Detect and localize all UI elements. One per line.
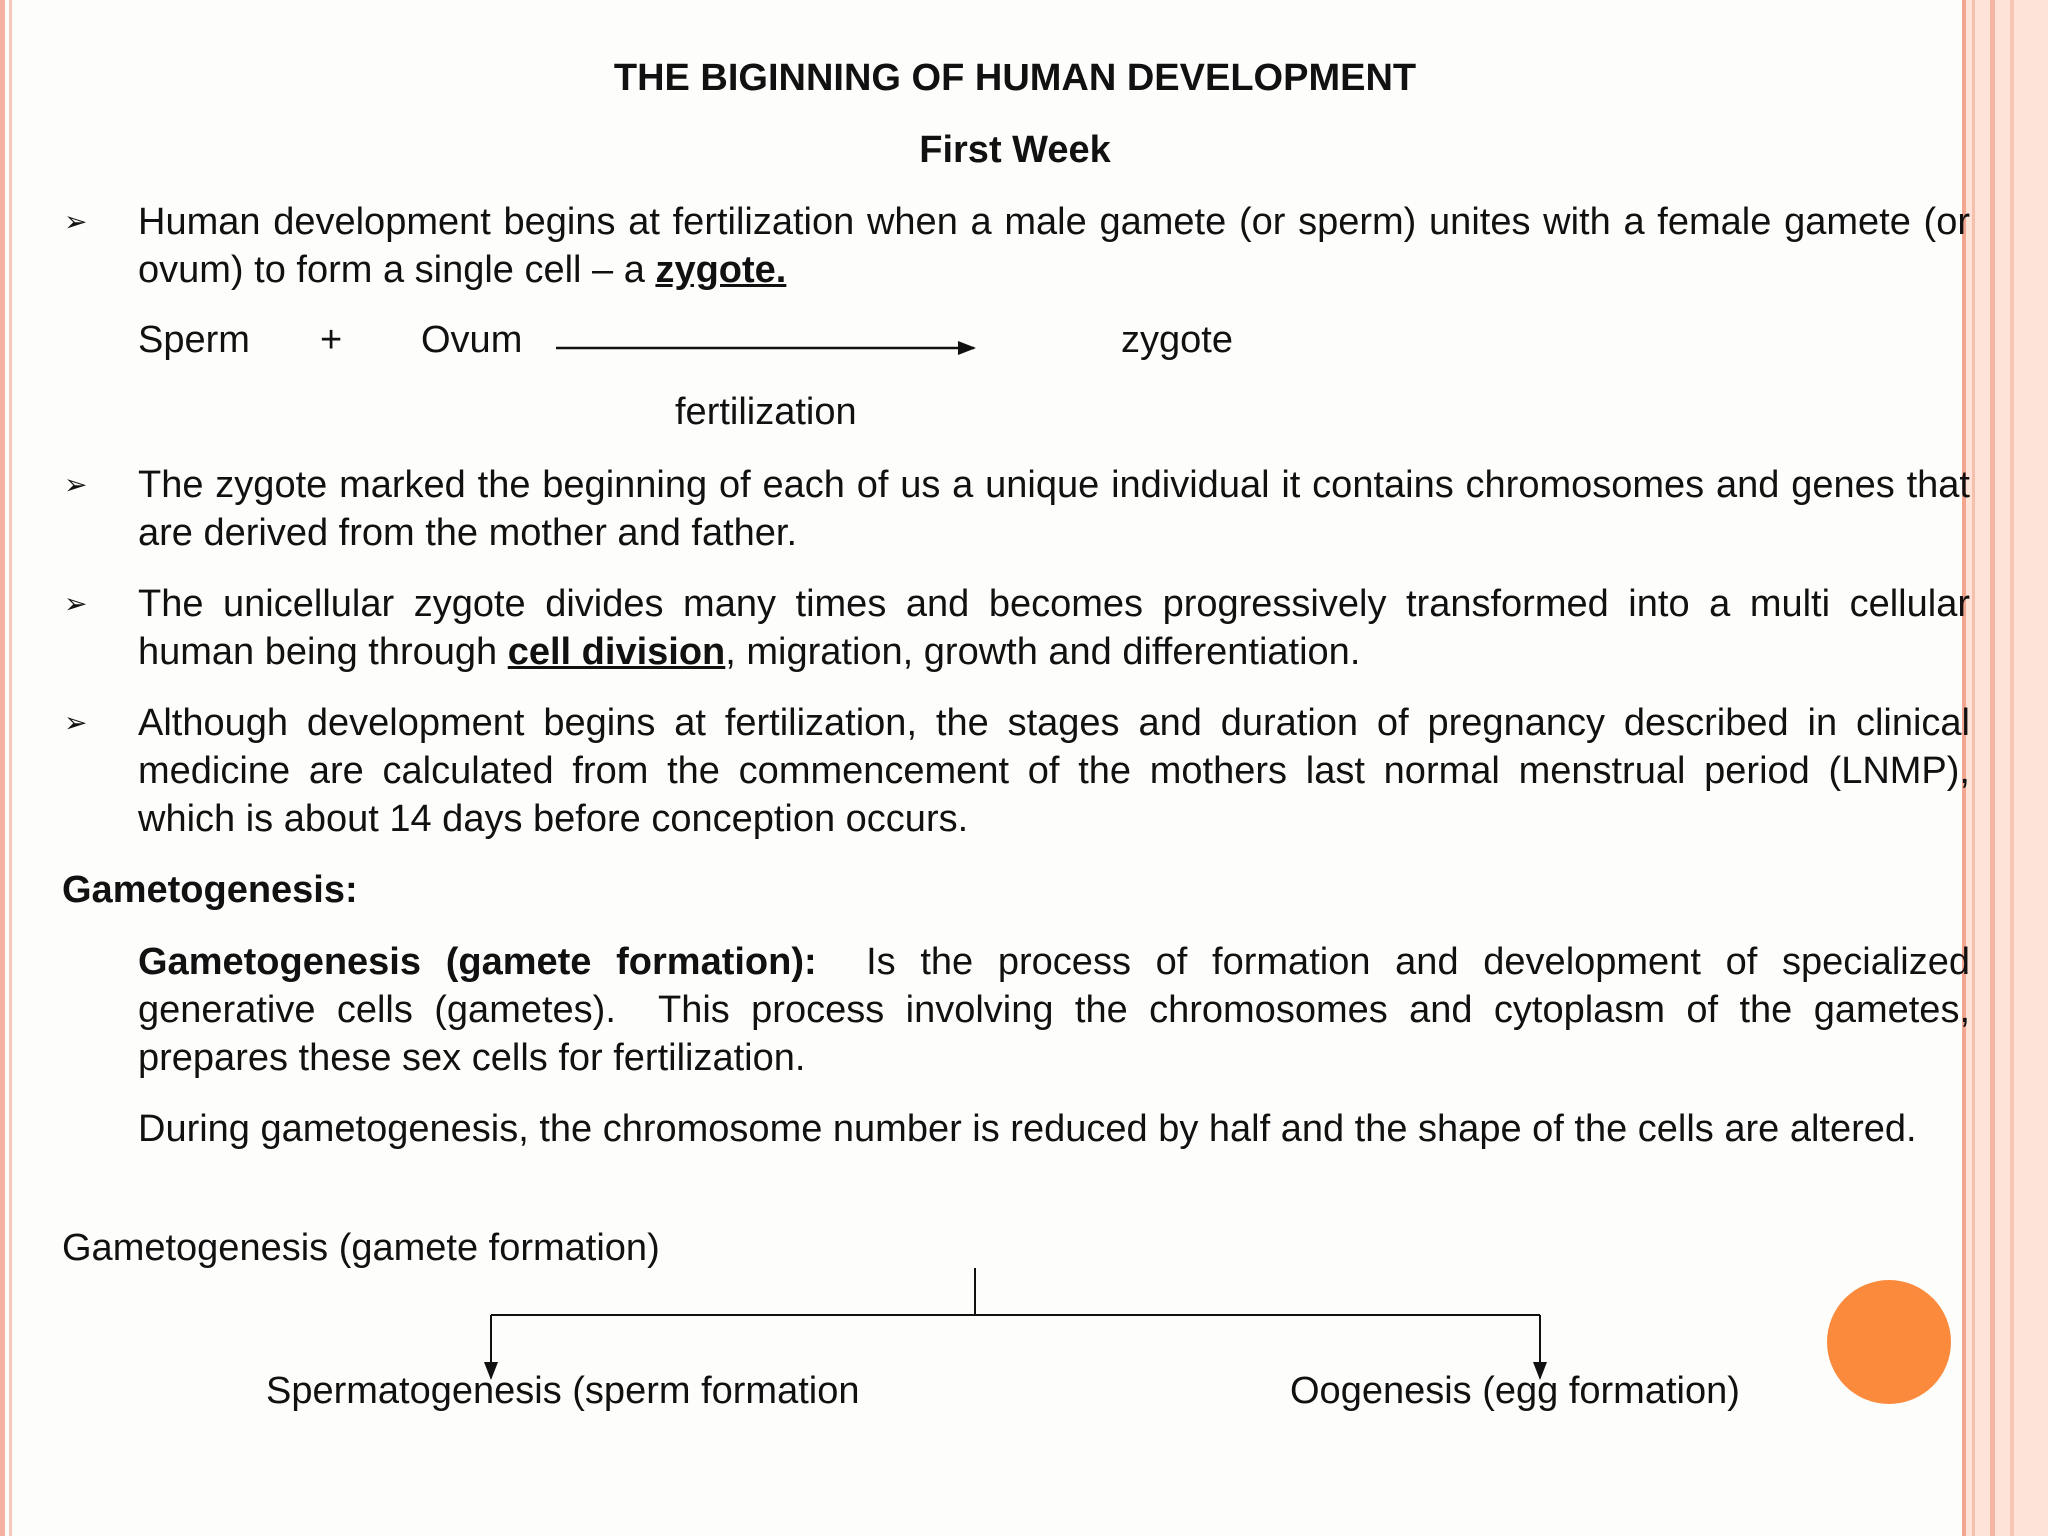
zygote-term: zygote. <box>655 249 787 291</box>
page-subtitle: First Week <box>919 129 1111 171</box>
equation-process-label: fertilization <box>675 391 857 433</box>
definition-text: Is the process of formation and development of specialized generative cells (gametes). This process involving the chromosomes and cytoplasm of the gametes, prepares these sex cells for fertilization. <box>138 941 1981 1079</box>
bullet-3-text-after: , migration, growth and differentiation. <box>725 631 1361 673</box>
bullet-arrow-icon: ➢ <box>64 588 88 619</box>
cell-division-term: cell division <box>507 631 726 673</box>
bullet-3-text-before: The unicellular zygote divides many times and becomes progressively transformed into a multi cellular human being through <box>138 583 1970 673</box>
bullet-1-text: Human development begins at fertilization when a male gamete (or sperm) unites with a female gamete (or ovum) to form a single cell – a <box>138 201 1970 291</box>
gametogenesis-paragraph-2: During gametogenesis, the chromosome number is reduced by half and the shape of the cells are altered. <box>138 1108 1917 1150</box>
tree-root-label: Gametogenesis (gamete formation) <box>62 1227 660 1269</box>
equation-zygote: zygote <box>1121 319 1233 361</box>
equation-sperm: Sperm <box>138 319 250 361</box>
section-heading-gametogenesis: Gametogenesis: <box>62 869 358 911</box>
bullet-paragraph-2: The zygote marked the beginning of each of us a unique individual it contains chromosomes and genes that are derived from the mother and father. <box>138 464 1970 554</box>
bullet-arrow-icon: ➢ <box>64 469 88 500</box>
equation-plus: + <box>320 319 343 361</box>
definition-term: Gametogenesis (gamete formation): <box>138 941 817 983</box>
bullet-arrow-icon: ➢ <box>64 206 88 237</box>
page-title: THE BIGINNING OF HUMAN DEVELOPMENT <box>613 57 1417 99</box>
bullet-paragraph-4: Although development begins at fertilization, the stages and duration of pregnancy described in clinical medicine are calculated from the commencement of the mothers last normal menstrual period (LNMP), which is about 14 days before conception occurs. <box>138 702 1970 840</box>
tree-left-label: Spermatogenesis (sperm formation <box>266 1370 860 1412</box>
tree-right-label: Oogenesis (egg formation) <box>1290 1370 1740 1412</box>
equation-ovum: Ovum <box>421 319 523 361</box>
bullet-arrow-icon: ➢ <box>64 707 88 738</box>
